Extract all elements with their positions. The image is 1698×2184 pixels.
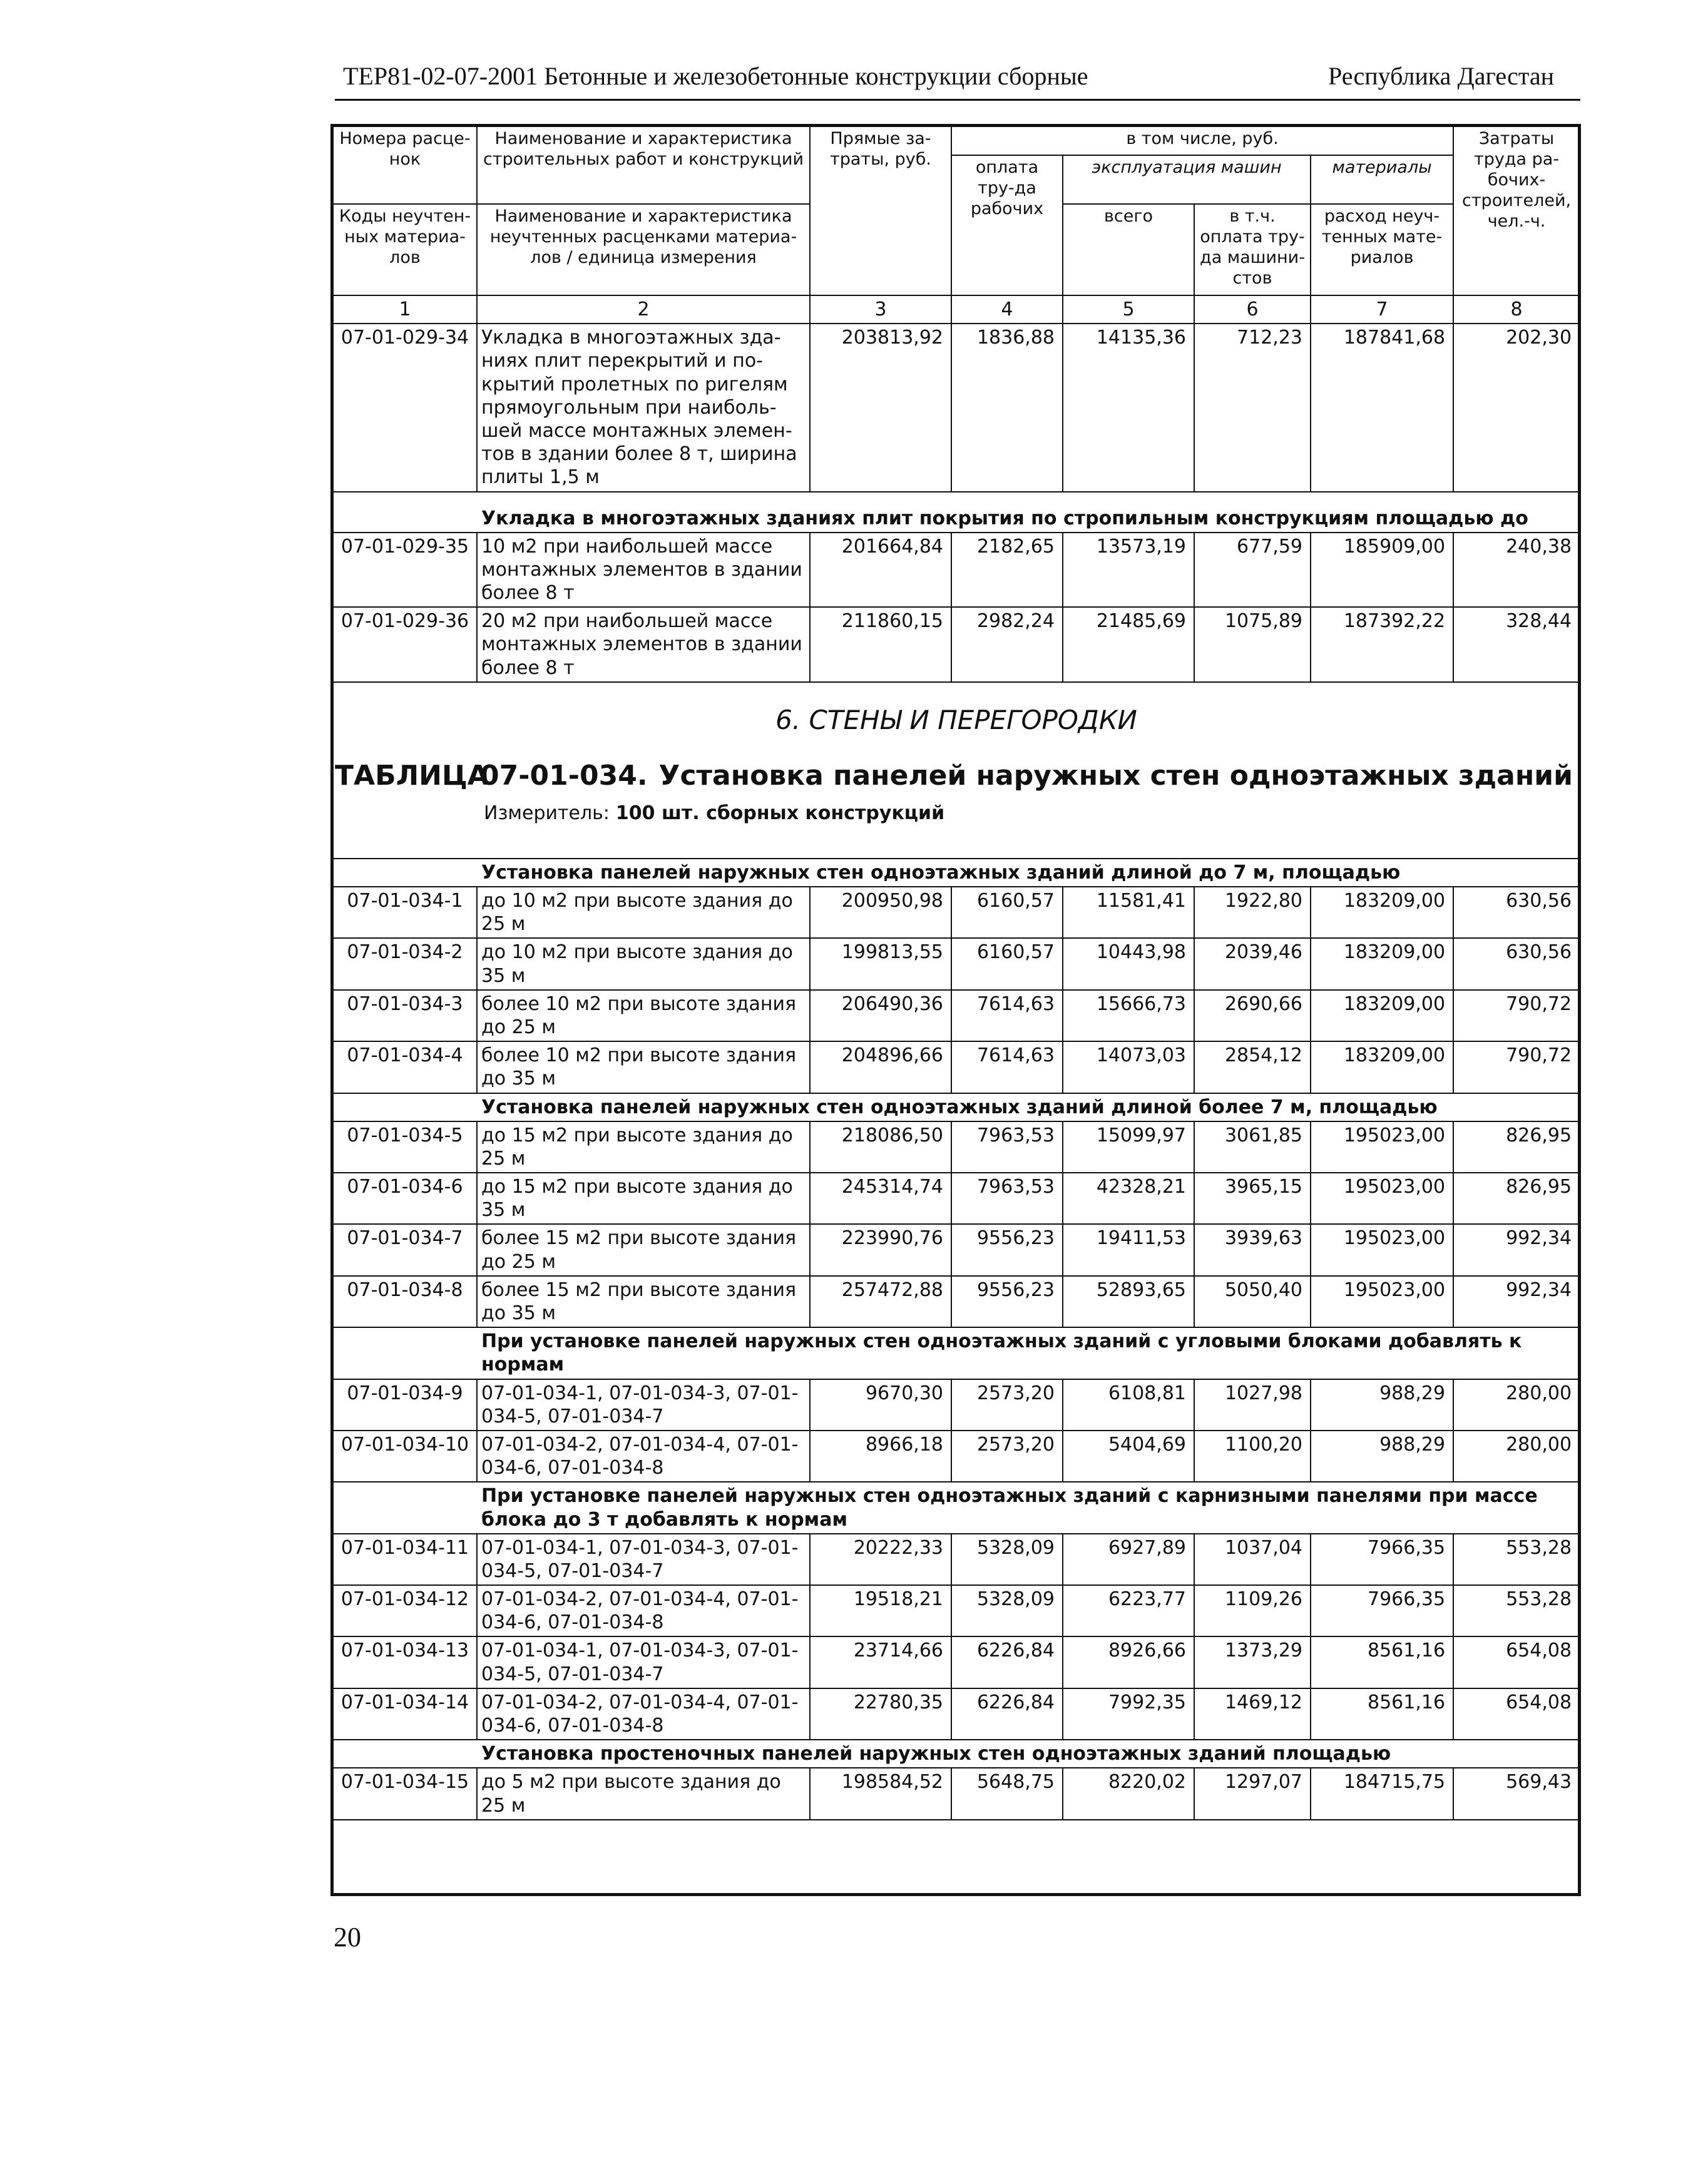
value-cell-v8: 992,34 — [1453, 1276, 1580, 1327]
running-header-region: Республика Дагестан — [1328, 62, 1554, 90]
value-cell-v6: 2690,66 — [1194, 990, 1311, 1041]
table-row — [333, 1636, 1580, 1688]
group-heading-spacer — [333, 1482, 477, 1533]
value-cell-v4: 9556,23 — [951, 1276, 1063, 1327]
value-cell-v7: 195023,00 — [1311, 1276, 1453, 1327]
value-cell-v4: 2573,20 — [951, 1379, 1063, 1431]
value-cell-v3: 211860,15 — [810, 607, 951, 682]
group-heading-spacer — [333, 859, 477, 887]
rate-name: 07-01-034-2, 07-01-034-4, 07-01-034-6, 07-01-034-8 — [477, 1585, 810, 1636]
rate-code: 07-01-034-6 — [333, 1173, 477, 1224]
rate-name: 07-01-034-1, 07-01-034-3, 07-01-034-5, 07-01-034-7 — [477, 1534, 810, 1585]
header-col5: всего — [1063, 204, 1194, 295]
value-cell-v8: 553,28 — [1453, 1534, 1580, 1585]
table-row — [333, 1431, 1580, 1482]
group-heading-spacer — [333, 505, 477, 533]
value-cell-v6: 712,23 — [1194, 324, 1311, 491]
value-cell-v6: 3939,63 — [1194, 1224, 1311, 1275]
value-cell-v6: 1469,12 — [1194, 1688, 1311, 1740]
group-heading: Укладка в многоэтажных зданиях плит покрытия по стропильным конструкциям площадью до — [477, 505, 1580, 533]
value-cell-v8: 790,72 — [1453, 1041, 1580, 1093]
value-cell-v3: 19518,21 — [810, 1585, 951, 1636]
value-cell-v7: 8561,16 — [1311, 1688, 1453, 1740]
group-heading-spacer — [333, 1093, 477, 1121]
value-cell-v7: 988,29 — [1311, 1379, 1453, 1431]
value-cell-v8: 553,28 — [1453, 1585, 1580, 1636]
rate-code: 07-01-034-3 — [333, 990, 477, 1041]
value-cell-v4: 5648,75 — [951, 1768, 1063, 1819]
value-cell-v3: 204896,66 — [810, 1041, 951, 1093]
rate-name: 07-01-034-1, 07-01-034-3, 07-01-034-5, 07-01-034-7 — [477, 1636, 810, 1688]
table-row — [333, 1121, 1580, 1173]
value-cell-v7: 183209,00 — [1311, 938, 1453, 989]
table-row — [333, 1379, 1580, 1431]
rate-name: до 15 м2 при высоте здания до 35 м — [477, 1173, 810, 1224]
column-number: 1 — [333, 295, 477, 324]
table-row — [333, 1585, 1580, 1636]
header-col7: расход неуч-тенных мате-риалов — [1311, 204, 1453, 295]
value-cell-v6: 677,59 — [1194, 533, 1311, 608]
value-cell-v6: 1027,98 — [1194, 1379, 1311, 1431]
rate-code: 07-01-034-10 — [333, 1431, 477, 1482]
rate-code: 07-01-029-36 — [333, 607, 477, 682]
table-row — [333, 887, 1580, 938]
value-cell-v8: 202,30 — [1453, 324, 1580, 491]
rates-table-body — [333, 126, 1580, 1820]
value-cell-v4: 6226,84 — [951, 1636, 1063, 1688]
value-cell-v3: 8966,18 — [810, 1431, 951, 1482]
value-cell-v8: 654,08 — [1453, 1636, 1580, 1688]
value-cell-v3: 203813,92 — [810, 324, 951, 491]
value-cell-v4: 5328,09 — [951, 1534, 1063, 1585]
table-row — [333, 938, 1580, 989]
rate-code: 07-01-034-13 — [333, 1636, 477, 1688]
table-row — [333, 607, 1580, 682]
measure-line — [484, 802, 1579, 825]
value-cell-v7: 988,29 — [1311, 1431, 1453, 1482]
rate-name: 07-01-034-1, 07-01-034-3, 07-01-034-5, 07-01-034-7 — [477, 1379, 810, 1431]
table-code: 07-01-034. — [480, 759, 648, 792]
value-cell-v7: 195023,00 — [1311, 1121, 1453, 1173]
value-cell-v7: 195023,00 — [1311, 1173, 1453, 1224]
value-cell-v8: 630,56 — [1453, 938, 1580, 989]
value-cell-v6: 1297,07 — [1194, 1768, 1311, 1819]
value-cell-v4: 7963,53 — [951, 1173, 1063, 1224]
header-col1-top: Номера расце-нок — [333, 126, 477, 204]
rate-code: 07-01-034-1 — [333, 887, 477, 938]
table-row — [333, 1041, 1580, 1093]
value-cell-v3: 199813,55 — [810, 938, 951, 989]
group-heading-spacer — [333, 1327, 477, 1379]
value-cell-v4: 6226,84 — [951, 1688, 1063, 1740]
measure-value: 100 шт. сборных конструкций — [615, 802, 945, 825]
rate-name: 07-01-034-2, 07-01-034-4, 07-01-034-6, 07-01-034-8 — [477, 1431, 810, 1482]
column-number: 3 — [810, 295, 951, 324]
value-cell-v3: 23714,66 — [810, 1636, 951, 1688]
rate-code: 07-01-034-4 — [333, 1041, 477, 1093]
value-cell-v8: 240,38 — [1453, 533, 1580, 608]
rate-name: до 10 м2 при высоте здания до 25 м — [477, 887, 810, 938]
value-cell-v4: 7614,63 — [951, 1041, 1063, 1093]
rate-name: более 10 м2 при высоте здания до 25 м — [477, 990, 810, 1041]
header-materials: материалы — [1311, 155, 1453, 204]
value-cell-v4: 1836,88 — [951, 324, 1063, 491]
group-heading: При установке панелей наружных стен одноэтажных зданий с угловыми блоками добавлять к нормам — [477, 1327, 1580, 1379]
running-header-title: ТЕР81-02-07-2001 Бетонные и железобетонные конструкции сборные — [343, 62, 1088, 90]
section-cell — [333, 682, 1580, 859]
rate-code: 07-01-034-15 — [333, 1768, 477, 1819]
table-row — [333, 533, 1580, 608]
header-rule — [335, 99, 1580, 101]
value-cell-v7: 7966,35 — [1311, 1585, 1453, 1636]
table-title: Установка панелей наружных стен одноэтажных зданий — [658, 759, 1573, 792]
value-cell-v5: 7992,35 — [1063, 1688, 1194, 1740]
value-cell-v5: 6223,77 — [1063, 1585, 1194, 1636]
header-col8: Затраты труда ра-бочих-строителей, чел.-ч. — [1453, 126, 1580, 295]
value-cell-v5: 14073,03 — [1063, 1041, 1194, 1093]
value-cell-v6: 1075,89 — [1194, 607, 1311, 682]
value-cell-v4: 5328,09 — [951, 1585, 1063, 1636]
value-cell-v4: 2182,65 — [951, 533, 1063, 608]
value-cell-v4: 7614,63 — [951, 990, 1063, 1041]
value-cell-v8: 790,72 — [1453, 990, 1580, 1041]
value-cell-v8: 826,95 — [1453, 1173, 1580, 1224]
group-heading: При установке панелей наружных стен одноэтажных зданий с карнизными панелями при массе блока до 3 т добавлять к нормам — [477, 1482, 1580, 1533]
value-cell-v7: 7966,35 — [1311, 1534, 1453, 1585]
rate-name: до 5 м2 при высоте здания до 25 м — [477, 1768, 810, 1819]
value-cell-v4: 2573,20 — [951, 1431, 1063, 1482]
value-cell-v8: 992,34 — [1453, 1224, 1580, 1275]
column-number: 2 — [477, 295, 810, 324]
measure-label: Измеритель: — [484, 802, 610, 825]
header-col2-top: Наименование и характеристика строительных работ и конструкций — [477, 126, 810, 204]
value-cell-v8: 630,56 — [1453, 887, 1580, 938]
table-label: ТАБЛИЦА — [335, 759, 489, 792]
value-cell-v8: 328,44 — [1453, 607, 1580, 682]
value-cell-v6: 2854,12 — [1194, 1041, 1311, 1093]
value-cell-v4: 6160,57 — [951, 887, 1063, 938]
table-row — [333, 1534, 1580, 1585]
group-heading-spacer — [333, 1740, 477, 1768]
table-row — [333, 990, 1580, 1041]
value-cell-v3: 218086,50 — [810, 1121, 951, 1173]
value-cell-v4: 9556,23 — [951, 1224, 1063, 1275]
table-row — [333, 1173, 1580, 1224]
header-incl: в том числе, руб. — [951, 126, 1453, 155]
value-cell-v3: 9670,30 — [810, 1379, 951, 1431]
rate-name: Укладка в многоэтажных зда-ниях плит перекрытий и по-крытий пролетных по ригелям прямоугольным при наиболь-шей массе монтажных элемен-тов в здании более 8 т, ширина плиты 1,5 м — [477, 324, 810, 491]
group-heading-row — [333, 859, 1580, 887]
header-machines: эксплуатация машин — [1063, 155, 1311, 204]
value-cell-v5: 10443,98 — [1063, 938, 1194, 989]
spacer-cell — [333, 492, 1580, 505]
value-cell-v6: 1037,04 — [1194, 1534, 1311, 1585]
group-heading-row — [333, 1482, 1580, 1533]
table-row — [333, 1768, 1580, 1819]
section-block — [333, 682, 1580, 859]
group-heading-row — [333, 1093, 1580, 1121]
value-cell-v6: 5050,40 — [1194, 1276, 1311, 1327]
header-col1-bottom: Коды неучтен-ных материа-лов — [333, 204, 477, 295]
rate-name: 20 м2 при наибольшей массе монтажных элементов в здании более 8 т — [477, 607, 810, 682]
value-cell-v3: 200950,98 — [810, 887, 951, 938]
value-cell-v4: 2982,24 — [951, 607, 1063, 682]
value-cell-v5: 21485,69 — [1063, 607, 1194, 682]
rate-code: 07-01-034-12 — [333, 1585, 477, 1636]
value-cell-v5: 13573,19 — [1063, 533, 1194, 608]
value-cell-v7: 183209,00 — [1311, 1041, 1453, 1093]
group-heading: Установка панелей наружных стен одноэтажных зданий длиной более 7 м, площадью — [477, 1093, 1580, 1121]
value-cell-v8: 826,95 — [1453, 1121, 1580, 1173]
value-cell-v6: 3061,85 — [1194, 1121, 1311, 1173]
value-cell-v3: 201664,84 — [810, 533, 951, 608]
value-cell-v3: 257472,88 — [810, 1276, 951, 1327]
column-number: 6 — [1194, 295, 1311, 324]
group-heading-row — [333, 1740, 1580, 1768]
value-cell-v7: 184715,75 — [1311, 1768, 1453, 1819]
column-number: 5 — [1063, 295, 1194, 324]
rate-name: 07-01-034-2, 07-01-034-4, 07-01-034-6, 07-01-034-8 — [477, 1688, 810, 1740]
table-row — [333, 324, 1580, 491]
value-cell-v3: 245314,74 — [810, 1173, 951, 1224]
group-heading: Установка панелей наружных стен одноэтажных зданий длиной до 7 м, площадью — [477, 859, 1580, 887]
value-cell-v7: 183209,00 — [1311, 887, 1453, 938]
rate-name: более 15 м2 при высоте здания до 25 м — [477, 1224, 810, 1275]
value-cell-v5: 52893,65 — [1063, 1276, 1194, 1327]
rate-code: 07-01-034-7 — [333, 1224, 477, 1275]
value-cell-v5: 11581,41 — [1063, 887, 1194, 938]
value-cell-v7: 195023,00 — [1311, 1224, 1453, 1275]
value-cell-v5: 8220,02 — [1063, 1768, 1194, 1819]
value-cell-v7: 187392,22 — [1311, 607, 1453, 682]
header-col3: Прямые за-траты, руб. — [810, 126, 951, 295]
rate-name: до 15 м2 при высоте здания до 25 м — [477, 1121, 810, 1173]
value-cell-v6: 1373,29 — [1194, 1636, 1311, 1688]
group-heading-row — [333, 505, 1580, 533]
table-title-row — [334, 759, 1579, 793]
value-cell-v5: 6108,81 — [1063, 1379, 1194, 1431]
value-cell-v5: 15666,73 — [1063, 990, 1194, 1041]
value-cell-v3: 198584,52 — [810, 1768, 951, 1819]
rate-code: 07-01-029-34 — [333, 324, 477, 491]
value-cell-v5: 15099,97 — [1063, 1121, 1194, 1173]
value-cell-v8: 280,00 — [1453, 1379, 1580, 1431]
rate-name: до 10 м2 при высоте здания до 35 м — [477, 938, 810, 989]
rate-code: 07-01-034-9 — [333, 1379, 477, 1431]
rate-code: 07-01-034-8 — [333, 1276, 477, 1327]
value-cell-v7: 8561,16 — [1311, 1636, 1453, 1688]
value-cell-v6: 1922,80 — [1194, 887, 1311, 938]
value-cell-v3: 22780,35 — [810, 1688, 951, 1740]
spacer-row — [333, 492, 1580, 505]
column-number: 7 — [1311, 295, 1453, 324]
value-cell-v5: 5404,69 — [1063, 1431, 1194, 1482]
value-cell-v8: 280,00 — [1453, 1431, 1580, 1482]
rate-name: более 10 м2 при высоте здания до 35 м — [477, 1041, 810, 1093]
rate-name: более 15 м2 при высоте здания до 35 м — [477, 1276, 810, 1327]
rate-code: 07-01-034-14 — [333, 1688, 477, 1740]
value-cell-v5: 8926,66 — [1063, 1636, 1194, 1688]
value-cell-v7: 183209,00 — [1311, 990, 1453, 1041]
column-numbers-row — [333, 295, 1580, 324]
value-cell-v5: 19411,53 — [1063, 1224, 1194, 1275]
value-cell-v5: 14135,36 — [1063, 324, 1194, 491]
column-number: 4 — [951, 295, 1063, 324]
value-cell-v6: 3965,15 — [1194, 1173, 1311, 1224]
rate-name: 10 м2 при наибольшей массе монтажных элементов в здании более 8 т — [477, 533, 810, 608]
header-col6: в т.ч. оплата тру-да машини-стов — [1194, 204, 1311, 295]
rate-code: 07-01-034-2 — [333, 938, 477, 989]
column-number: 8 — [1453, 295, 1580, 324]
value-cell-v6: 1100,20 — [1194, 1431, 1311, 1482]
rates-table — [332, 126, 1580, 1820]
section-title: 6. СТЕНЫ И ПЕРЕГОРОДКИ — [775, 704, 1137, 735]
table-row — [333, 1688, 1580, 1740]
value-cell-v3: 206490,36 — [810, 990, 951, 1041]
group-heading: Установка простеночных панелей наружных стен одноэтажных зданий площадью — [477, 1740, 1580, 1768]
header-col2-bottom: Наименование и характеристика неучтенных расценками материа-лов / единица измерения — [477, 204, 810, 295]
group-heading-row — [333, 1327, 1580, 1379]
value-cell-v4: 6160,57 — [951, 938, 1063, 989]
rate-code: 07-01-034-5 — [333, 1121, 477, 1173]
rate-code: 07-01-029-35 — [333, 533, 477, 608]
value-cell-v3: 20222,33 — [810, 1534, 951, 1585]
value-cell-v3: 223990,76 — [810, 1224, 951, 1275]
value-cell-v4: 7963,53 — [951, 1121, 1063, 1173]
value-cell-v8: 569,43 — [1453, 1768, 1580, 1819]
value-cell-v5: 6927,89 — [1063, 1534, 1194, 1585]
table-row — [333, 1224, 1580, 1275]
value-cell-v7: 185909,00 — [1311, 533, 1453, 608]
table-row — [333, 1276, 1580, 1327]
page-number: 20 — [334, 1922, 361, 1952]
value-cell-v6: 1109,26 — [1194, 1585, 1311, 1636]
value-cell-v8: 654,08 — [1453, 1688, 1580, 1740]
value-cell-v6: 2039,46 — [1194, 938, 1311, 989]
rate-code: 07-01-034-11 — [333, 1534, 477, 1585]
value-cell-v7: 187841,68 — [1311, 324, 1453, 491]
header-col4: оплата тру-да рабочих — [951, 155, 1063, 295]
value-cell-v5: 42328,21 — [1063, 1173, 1194, 1224]
